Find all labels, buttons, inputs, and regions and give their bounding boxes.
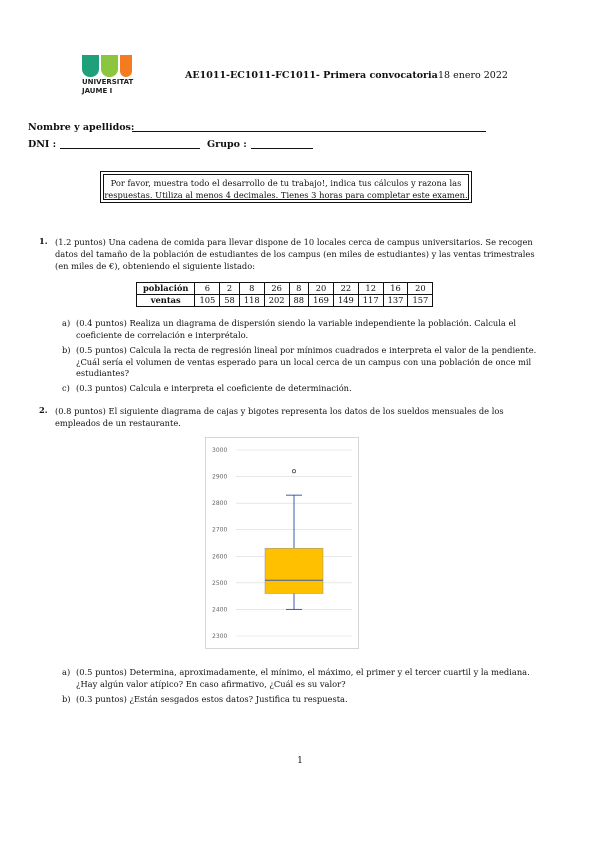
logo-text-1: UNIVERSITAT xyxy=(82,78,134,86)
table-cell: 137 xyxy=(383,295,408,307)
question-1c xyxy=(62,383,570,395)
question-1-line: (1.2 puntos) Una cadena de comida para llevar dispone de 10 locales cerca de campus universitarios. Se recogen xyxy=(55,237,533,247)
group-label: Grupo : xyxy=(207,139,247,150)
interquartile-box xyxy=(265,548,323,593)
question-1c-label: c) xyxy=(62,383,70,393)
table-cell: 202 xyxy=(264,295,289,307)
table-cell: 12 xyxy=(358,283,383,295)
y-tick-label: 2400 xyxy=(212,606,228,614)
name-label: Nombre y apellidos: xyxy=(28,122,135,133)
instructions-line-2: respuestas. Utiliza al menos 4 decimales. Tienes 3 horas para completar este examen. xyxy=(104,190,468,200)
question-2-text xyxy=(55,405,575,429)
course-title: AE1011-EC1011-FC1011- Primera convocatoria xyxy=(185,70,438,81)
question-2b-text: (0.3 puntos) ¿Están sesgados estos datos? Justifica tu respuesta. xyxy=(76,694,348,704)
table-cell: 8 xyxy=(239,283,264,295)
table-cell: 20 xyxy=(309,283,334,295)
question-1b-line: estudiantes? xyxy=(76,368,130,378)
table-cell: 16 xyxy=(383,283,408,295)
table-cell: 2 xyxy=(220,283,240,295)
table-cell: 117 xyxy=(358,295,383,307)
question-1a xyxy=(62,318,570,341)
group-line[interactable] xyxy=(251,147,313,149)
y-tick-label: 2900 xyxy=(212,473,228,481)
name-line[interactable] xyxy=(132,130,486,132)
boxplot-svg xyxy=(206,438,358,648)
y-tick-label: 2500 xyxy=(212,579,228,587)
question-1a-line: (0.4 puntos) Realiza un diagrama de dispersión siendo la variable independiente la población. Calcula el xyxy=(76,318,517,328)
question-2-line: empleados de un restaurante. xyxy=(55,418,181,428)
instructions-box xyxy=(100,171,472,203)
table-cell: 169 xyxy=(309,295,334,307)
y-tick-label: 2700 xyxy=(212,526,228,534)
page-number: 1 xyxy=(297,756,303,766)
question-1b-line: (0.5 puntos) Calcula la recta de regresión lineal por mínimos cuadrados e interpreta el valor de la pendiente. xyxy=(76,345,537,355)
y-tick-label: 2600 xyxy=(212,553,228,561)
outlier-points xyxy=(292,470,295,473)
instructions-line-1: Por favor, muestra todo el desarrollo de tu trabajo!, indica tus cálculos y razona las xyxy=(110,178,462,188)
boxplot-chart xyxy=(205,437,359,649)
dni-label: DNI : xyxy=(28,139,57,150)
question-1b xyxy=(62,345,570,380)
question-2b-label: b) xyxy=(62,694,71,704)
question-1c-text: (0.3 puntos) Calcula e interpreta el coeficiente de determinación. xyxy=(76,383,352,393)
table-header-population: población xyxy=(137,283,195,295)
table-cell: 22 xyxy=(333,283,358,295)
question-1b-line: ¿Cuál sería el volumen de ventas esperado para un local cerca de un campus con una población de once mil xyxy=(76,356,532,367)
table-cell: 26 xyxy=(264,283,289,295)
table-cell: 6 xyxy=(195,283,220,295)
university-logo xyxy=(82,55,142,99)
exam-date: 18 enero 2022 xyxy=(438,70,508,81)
question-2a-line: ¿Hay algún valor atípico? En caso afirmativo, ¿Cuál es su valor? xyxy=(76,678,346,689)
question-1-line: (en miles de €), obteniendo el siguiente listado: xyxy=(55,261,256,271)
table-row-sales xyxy=(137,295,433,307)
question-2-line: (0.8 puntos) El siguiente diagrama de cajas y bigotes representa los datos de los sueldos mensuales de los xyxy=(55,406,504,416)
question-2b xyxy=(62,694,570,706)
dni-line[interactable] xyxy=(60,147,200,149)
question-1-text xyxy=(55,236,575,272)
question-2a-label: a) xyxy=(62,667,71,677)
table-cell: 20 xyxy=(408,283,433,295)
data-table xyxy=(136,282,433,307)
table-cell: 88 xyxy=(289,295,309,307)
y-tick-label: 2300 xyxy=(212,633,228,640)
question-1a-label: a) xyxy=(62,318,71,328)
y-axis-ticks xyxy=(212,447,227,640)
table-cell: 58 xyxy=(220,295,240,307)
question-2-number: 2. xyxy=(39,405,48,415)
y-tick-label: 2800 xyxy=(212,500,228,508)
table-cell: 157 xyxy=(408,295,433,307)
table-cell: 149 xyxy=(333,295,358,307)
logo-mark xyxy=(82,55,142,77)
question-2a-line: (0.5 puntos) Determina, aproximadamente, el mínimo, el máximo, el primer y el tercer cuartil y la mediana. xyxy=(76,667,530,677)
question-1-line: datos del tamaño de la población de estudiantes de los campus (en miles de estudiantes) y las ventas trimestrales xyxy=(55,249,535,259)
logo-bar-2 xyxy=(101,55,118,77)
table-cell: 8 xyxy=(289,283,309,295)
logo-bar-3 xyxy=(120,55,132,77)
logo-text-2: JAUME I xyxy=(82,87,113,95)
table-row-population xyxy=(137,283,433,295)
outlier-point xyxy=(292,470,295,473)
question-1b-label: b) xyxy=(62,345,71,355)
table-header-sales: ventas xyxy=(137,295,195,307)
question-1-number: 1. xyxy=(39,236,48,246)
table-cell: 105 xyxy=(195,295,220,307)
question-2a xyxy=(62,667,570,690)
question-1a-line: coeficiente de correlación e interprétalo. xyxy=(76,329,249,340)
logo-bar-1 xyxy=(82,55,99,77)
y-tick-label: 3000 xyxy=(212,447,228,454)
table-cell: 118 xyxy=(239,295,264,307)
